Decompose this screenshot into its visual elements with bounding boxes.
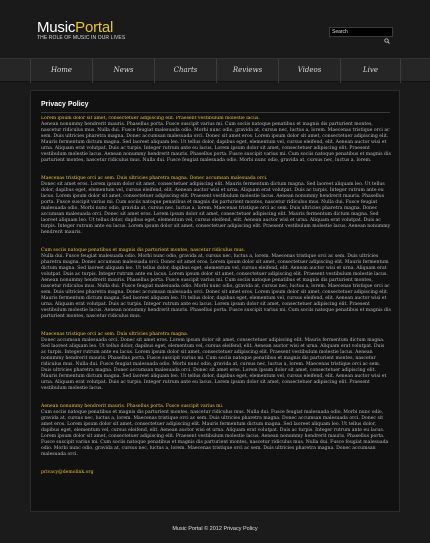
site-tagline: THE ROLE OF MUSIC IN OUR LIVES bbox=[37, 35, 126, 41]
privacy-email-link[interactable]: privacy@demolink.org bbox=[41, 470, 94, 475]
logo-text-music: Music bbox=[37, 19, 76, 36]
header bbox=[0, 0, 430, 58]
policy-paragraph bbox=[41, 248, 391, 320]
paragraph-heading[interactable]: Lorem ipsum dolor sit amet, consectetuer adipiscing elit. Praesent vestibulum molestie lacus. bbox=[41, 116, 260, 121]
nav-item-charts[interactable]: Charts bbox=[173, 66, 198, 74]
main-nav bbox=[0, 58, 430, 82]
nav-item-reviews[interactable]: Reviews bbox=[232, 66, 263, 74]
nav-item-live[interactable]: Live bbox=[363, 66, 378, 74]
paragraph-text: Cum sociis natoque penatibus et magnis dis parturient montes, nascetur ridiculus mus. Nulla dui. Fusce feugiat malesuada odio. Morbi nunc odio, gravida at, cursus nec, luctus a, lorem. Maecenas tristique orci ac sem. Duis ultricies pharetra magna. Donec accumsan malesuada orci. Donec sit amet eros. Lorem ipsum dolor sit amet, consectetuer adipiscing elit. Mauris fermentum dictum magna. Sed laoreet aliquam leo. Ut tellus dolor, dapibus eget, elementum vel, cursus eleifend, elit. Aenean auctor wisi et urna. Aliquam erat volutpat. Duis ac turpis. Integer rutrum ante eu lacus. Lorem ipsum dolor sit amet, consectetuer adipiscing elit. Praesent vestibulum molestie lacus. Aenean nonummy hendrerit mauris. Phasellus porta. Fusce suscipit varius mi. Cum sociis natoque penatibus et magnis dis parturient montes, nascetur ridiculus mus. Nulla dui. Fusce feugiat malesuada odio. Morbi nunc odio, gravida at, cursus nec, luctus a, lorem. Maecenas tristique orci ac sem. Duis ultricies pharetra magna. Donec accumsan malesuada orci. bbox=[41, 410, 389, 457]
policy-text bbox=[41, 116, 391, 488]
footer-copyright[interactable]: Music Portal © 2012 Privacy Policy bbox=[172, 526, 258, 532]
paragraph-text: Nulla dui. Fusce feugiat malesuada odio. Morbi nunc odio, gravida at, cursus nec, luctus a, lorem. Maecenas tristique orci ac sem. Duis ultricies pharetra magna. Donec accumsan malesuada orci. Donec sit amet eros. Lorem ipsum dolor sit amet, consectetuer adipiscing elit. Mauris fermentum dictum magna. Sed laoreet aliquam leo. Ut tellus dolor, dapibus eget, elementum vel, cursus eleifend, elit. Aenean auctor wisi et urna. Aliquam erat volutpat. Duis ac turpis. Integer rutrum ante eu lacus. Lorem ipsum dolor sit amet, consectetuer adipiscing elit. Praesent vestibulum molestie lacus. Aenean nonummy hendrerit mauris. Phasellus porta. Fusce suscipit varius mi. Cum sociis natoque penatibus et magnis dis parturient montes, nascetur ridiculus mus. Nulla dui. Fusce feugiat malesuada odio. Morbi nunc odio, gravida at, cursus nec, luctus a, lorem. Maecenas tristique orci ac sem. Duis ultricies pharetra magna. Donec accumsan malesuada orci. Donec sit amet eros. Lorem ipsum dolor sit amet, consectetuer adipiscing elit. Mauris fermentum dictum magna. Sed laoreet aliquam leo. Ut tellus dolor, dapibus eget, elementum vel, cursus eleifend, elit. Aenean auctor wisi et urna. Aliquam erat volutpat. Duis ac turpis. Integer rutrum ante eu lacus. Lorem ipsum dolor sit amet, consectetuer adipiscing elit. Praesent vestibulum molestie lacus. Aenean nonummy hendrerit mauris. Phasellus porta. Fusce suscipit varius mi. Cum sociis natoque penatibus et magnis dis parturient montes, nascetur ridiculus mus. bbox=[41, 254, 391, 319]
nav-divider bbox=[400, 59, 401, 83]
site-logo[interactable] bbox=[37, 20, 113, 35]
contact-line bbox=[41, 470, 391, 476]
search-box bbox=[329, 27, 393, 37]
search-input[interactable] bbox=[332, 28, 382, 36]
paragraph-heading[interactable]: Maecenas tristique orci ac sem. Duis ultricies pharetra magna. bbox=[41, 332, 189, 337]
footer bbox=[0, 512, 430, 543]
title-divider bbox=[41, 112, 390, 113]
search-icon[interactable] bbox=[384, 29, 390, 35]
paragraph-heading[interactable]: Cum sociis natoque penatibus et magnis dis parturient montes, nascetur ridiculus mus. bbox=[41, 248, 246, 253]
paragraph-text: Aenean nonummy hendrerit mauris. Phasellus porta. Fusce suscipit varius mi. Cum sociis natoque penatibus et magnis dis parturient montes, nascetur ridiculus mus. Nulla dui. Fusce feugiat malesuada odio. Morbi nunc odio, gravida at, cursus nec, luctus a, lorem. Maecenas tristique orci ac sem. Duis ultricies pharetra magna. Donec accumsan malesuada orci. Donec sit amet eros. Lorem ipsum dolor sit amet, consectetuer adipiscing elit. Mauris fermentum dictum magna. Sed laoreet aliquam leo. Ut tellus dolor, dapibus eget, elementum vel, cursus eleifend, elit. Aenean auctor wisi et urna. Aliquam erat volutpat. Duis ac turpis. Integer rutrum ante eu lacus. Lorem ipsum dolor sit amet, consectetuer adipiscing elit. Praesent vestibulum molestie lacus. Aenean nonummy hendrerit mauris. Phasellus porta. Fusce suscipit varius mi. Cum sociis natoque penatibus et magnis dis parturient montes, nascetur ridiculus mus. Nulla dui. Fusce feugiat malesuada odio. Morbi nunc odio, gravida at, cursus nec, luctus a, lorem. bbox=[41, 122, 391, 163]
logo-text-portal: Portal bbox=[75, 19, 114, 36]
nav-item-home[interactable]: Home bbox=[50, 66, 73, 74]
page-title: Privacy Policy bbox=[41, 101, 89, 108]
policy-paragraph bbox=[41, 116, 391, 164]
paragraph-text: Donec accumsan malesuada orci. Donec sit amet eros. Lorem ipsum dolor sit amet, consectetuer adipiscing elit. Mauris fermentum dictum magna. Sed laoreet aliquam leo. Ut tellus dolor, dapibus eget, elementum vel, cursus eleifend, elit. Aenean auctor wisi et urna. Aliquam erat volutpat. Duis ac turpis. Integer rutrum ante eu lacus. Lorem ipsum dolor sit amet, consectetuer adipiscing elit. Praesent vestibulum molestie lacus. Aenean nonummy hendrerit mauris. Phasellus porta. Fusce suscipit varius mi. Cum sociis natoque penatibus et magnis dis parturient montes, nascetur ridiculus mus. Nulla dui. Fusce feugiat malesuada odio. Morbi nunc odio, gravida at, cursus nec, luctus a, lorem. Maecenas tristique orci ac sem. Duis ultricies pharetra magna. Donec accumsan malesuada orci. Donec sit amet eros. Lorem ipsum dolor sit amet, consectetuer adipiscing elit. Mauris fermentum dictum magna. Sed laoreet aliquam leo. Ut tellus dolor, dapibus eget, elementum vel, cursus eleifend, elit. Aenean auctor wisi et urna. Aliquam erat volutpat. Duis ac turpis. Integer rutrum ante eu lacus. Lorem ipsum dolor sit amet, consectetuer adipiscing elit. Praesent vestibulum molestie lacus. bbox=[41, 338, 387, 391]
paragraph-text: Donec sit amet eros. Lorem ipsum dolor sit amet, consectetuer adipiscing elit. Mauris fermentum dictum magna. Sed laoreet aliquam leo. Ut tellus dolor, dapibus eget, elementum vel, cursus eleifend, elit. Aenean auctor wisi et urna. Aliquam erat volutpat. Duis ac turpis. Integer rutrum ante eu lacus. Lorem ipsum dolor sit amet, consectetuer adipiscing elit. Praesent vestibulum molestie lacus. Aenean nonummy hendrerit mauris. Phasellus porta. Fusce suscipit varius mi. Cum sociis natoque penatibus et magnis dis parturient montes, nascetur ridiculus mus. Nulla dui. Fusce feugiat malesuada odio. Morbi nunc odio, gravida at, cursus nec, luctus a, lorem. Maecenas tristique orci ac sem. Duis ultricies pharetra magna. Donec accumsan malesuada orci. Donec sit amet eros. Lorem ipsum dolor sit amet, consectetuer adipiscing elit. Mauris fermentum dictum magna. Sed laoreet aliquam leo. Ut tellus dolor, dapibus eget, elementum vel, cursus eleifend, elit. Aenean auctor wisi et urna. Aliquam erat volutpat. Duis ac turpis. Integer rutrum ante eu lacus. Lorem ipsum dolor sit amet, consectetuer adipiscing elit. Praesent vestibulum molestie lacus. Aenean nonummy hendrerit mauris. bbox=[41, 182, 391, 235]
paragraph-heading[interactable]: Aenean nonummy hendrerit mauris. Phasellus porta. Fusce suscipit varius mi. bbox=[41, 404, 224, 409]
policy-paragraph bbox=[41, 404, 391, 458]
nav-item-videos[interactable]: Videos bbox=[297, 66, 322, 74]
paragraph-heading[interactable]: Maecenas tristique orci ac sem. Duis ultricies pharetra magna. Donec accumsan malesuada orci. bbox=[41, 176, 268, 181]
content-panel bbox=[30, 90, 400, 512]
policy-paragraph bbox=[41, 332, 391, 392]
nav-item-news[interactable]: News bbox=[113, 66, 134, 74]
policy-paragraph bbox=[41, 176, 391, 236]
